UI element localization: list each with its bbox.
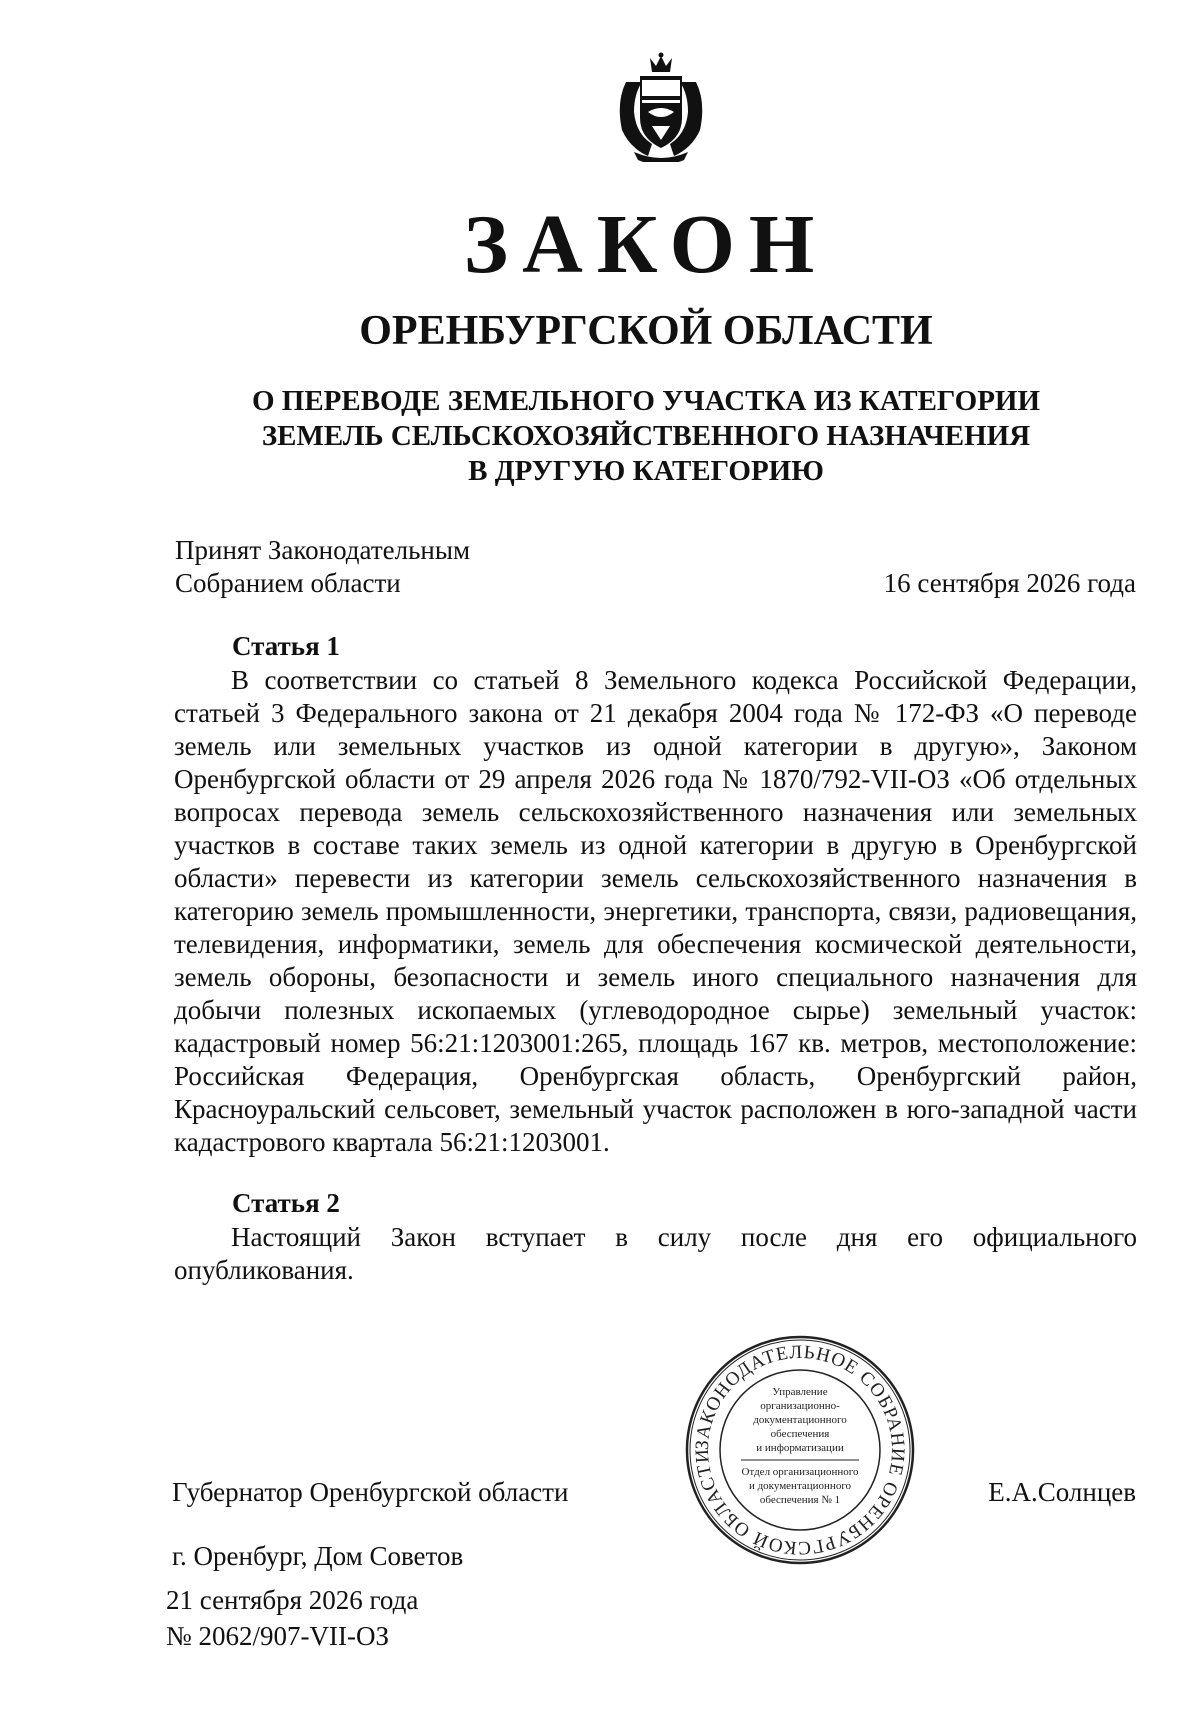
- article-2-heading: Статья 2: [232, 1188, 340, 1218]
- law-subject: [0, 384, 1200, 489]
- governor-name: Е.А.Солнцев: [988, 1477, 1136, 1507]
- law-subject-line: В ДРУГУЮ КАТЕГОРИЮ: [468, 455, 824, 487]
- adoption-line: Собранием области: [175, 568, 401, 598]
- article-2-text: Настоящий Закон вступает в силу после дня его официального опубликования.: [174, 1222, 1137, 1285]
- adoption-date: 16 сентября 2026 года: [883, 568, 1136, 598]
- seal-outer-text: ЗАКОНОДАТЕЛЬНОЕ СОБРАНИЕ ОРЕНБУРГСКОЙ ОБЛАСТИ: [691, 1341, 909, 1559]
- official-seal-stamp: [683, 1333, 917, 1567]
- law-number: № 2062/907-VII-ОЗ: [166, 1621, 390, 1651]
- adoption-line: Принят Законодательным: [175, 535, 471, 565]
- document-title: ЗАКОН: [463, 198, 829, 291]
- governor-label: Губернатор Оренбургской области: [172, 1477, 569, 1507]
- signing-place: г. Оренбург, Дом Советов: [172, 1541, 464, 1571]
- law-subject-line: О ПЕРЕВОДЕ ЗЕМЕЛЬНОГО УЧАСТКА ИЗ КАТЕГОРИИ: [251, 385, 1041, 417]
- seal-inner-line: документационного: [753, 1414, 847, 1426]
- article-1-text: В соответствии со статьей 8 Земельного кодекса Российской Федерации, статьей 3 Федерального закона от 21 декабря 2004 года № 172-ФЗ «О переводе земель или земельных участков из одной категории в другую», Законом Оренбургской области от 29 апреля 2026 года № 1870/792-VII-ОЗ «Об отдельных вопросах перевода земель сельскохозяйственного назначения или земельных участков в составе таких земель из одной категории в другую в Оренбургской области» перевести из категории земель сельскохозяйственного назначения в категорию земель промышленности, энергетики, транспорта, связи, радиовещания, телевидения, информатики, земель для обеспечения космической деятельности, земель обороны, безопасности и земель иного специального назначения для добычи полезных ископаемых (углеводородное сырье) земельный участок: кадастровый номер 56:21:1203001:265, площадь 167 кв. метров, местоположение: Российская Федерация, Оренбургская область, Оренбургский район, Красноуральский сельсовет, земельный участок расположен в юго-западной части кадастрового квартала 56:21:1203001.: [174, 665, 1137, 1157]
- seal-inner-line: организационно-: [760, 1400, 840, 1412]
- adoption-body: [175, 534, 555, 600]
- seal-inner-line: и информатизации: [756, 1442, 844, 1454]
- seal-inner-line: обеспечения № 1: [759, 1494, 841, 1506]
- seal-inner-line: обеспечения: [770, 1428, 830, 1440]
- law-subject-line: ЗЕМЕЛЬ СЕЛЬСКОХОЗЯЙСТВЕННОГО НАЗНАЧЕНИЯ: [261, 420, 1031, 452]
- seal-inner-line: Отдел организационного: [741, 1466, 859, 1478]
- seal-inner-line: Управление: [772, 1386, 828, 1398]
- seal-inner-line: и документационного: [748, 1480, 852, 1492]
- coat-of-arms-icon: [612, 52, 710, 162]
- document-region: ОРЕНБУРГСКОЙ ОБЛАСТИ: [359, 308, 933, 354]
- signing-date: 21 сентября 2026 года: [166, 1585, 419, 1615]
- article-1-heading: Статья 1: [232, 631, 340, 661]
